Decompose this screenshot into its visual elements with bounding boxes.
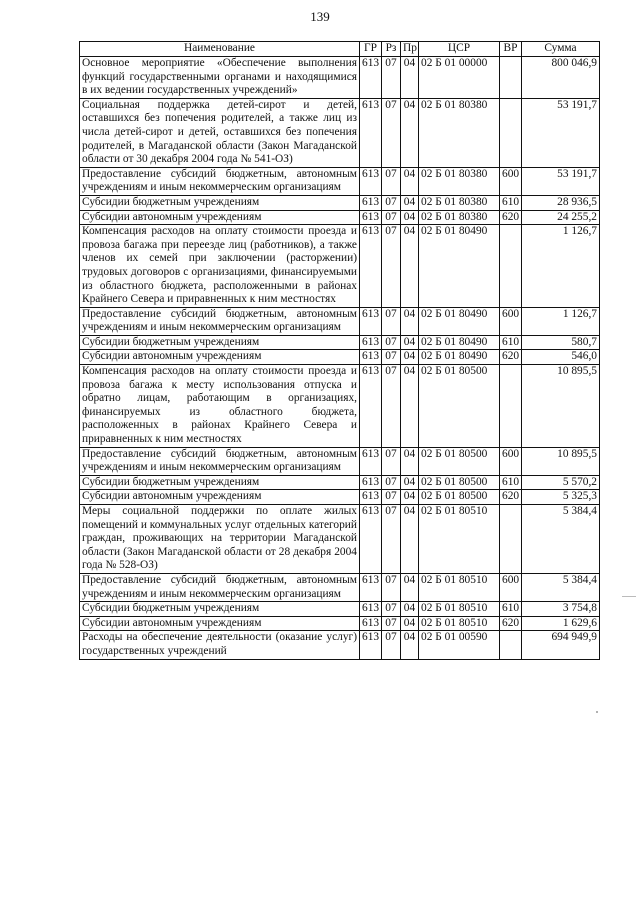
row-rz-cell: 07 — [382, 365, 401, 448]
row-sum-cell: 800 046,9 — [522, 57, 600, 99]
row-pr-cell: 04 — [401, 447, 419, 475]
row-sum-cell: 24 255,2 — [522, 210, 600, 225]
row-vr-cell — [500, 505, 522, 574]
table-row — [80, 365, 600, 448]
row-gr-cell: 613 — [360, 195, 382, 210]
row-rz-cell: 07 — [382, 447, 401, 475]
row-pr-cell: 04 — [401, 475, 419, 490]
row-vr-cell: 610 — [500, 195, 522, 210]
row-csr-cell: 02 Б 01 80380 — [419, 98, 500, 167]
table-row — [80, 505, 600, 574]
row-sum-cell: 546,0 — [522, 350, 600, 365]
row-vr-cell: 620 — [500, 616, 522, 631]
row-vr-cell — [500, 57, 522, 99]
row-rz-cell: 07 — [382, 573, 401, 601]
table-body — [80, 57, 600, 660]
row-vr-cell — [500, 98, 522, 167]
row-vr-cell: 620 — [500, 350, 522, 365]
row-rz-cell: 07 — [382, 616, 401, 631]
row-csr-cell: 02 Б 01 80490 — [419, 307, 500, 335]
row-gr-cell: 613 — [360, 573, 382, 601]
row-pr-cell: 04 — [401, 195, 419, 210]
row-rz-cell: 07 — [382, 57, 401, 99]
row-gr-cell: 613 — [360, 475, 382, 490]
row-vr-cell: 610 — [500, 602, 522, 617]
row-vr-cell — [500, 225, 522, 308]
column-header-sum: Сумма — [522, 42, 600, 57]
row-csr-cell: 02 Б 01 80510 — [419, 505, 500, 574]
row-name-cell: Субсидии автономным учреждениям — [80, 210, 360, 225]
table-header-row — [80, 42, 600, 57]
row-rz-cell: 07 — [382, 350, 401, 365]
row-name-cell: Субсидии бюджетным учреждениям — [80, 475, 360, 490]
table-row — [80, 57, 600, 99]
budget-table — [79, 41, 600, 660]
row-sum-cell: 5 325,3 — [522, 490, 600, 505]
row-sum-cell: 5 384,4 — [522, 573, 600, 601]
row-csr-cell: 02 Б 01 80490 — [419, 350, 500, 365]
column-header-pr: Пр — [401, 42, 419, 57]
row-rz-cell: 07 — [382, 602, 401, 617]
row-pr-cell: 04 — [401, 616, 419, 631]
row-csr-cell: 02 Б 01 80500 — [419, 365, 500, 448]
row-rz-cell: 07 — [382, 307, 401, 335]
table-row — [80, 616, 600, 631]
column-header-name: Наименование — [80, 42, 360, 57]
row-sum-cell: 1 126,7 — [522, 225, 600, 308]
row-vr-cell: 620 — [500, 490, 522, 505]
row-rz-cell: 07 — [382, 631, 401, 659]
row-sum-cell: 53 191,7 — [522, 98, 600, 167]
row-vr-cell — [500, 365, 522, 448]
row-gr-cell: 613 — [360, 167, 382, 195]
row-rz-cell: 07 — [382, 210, 401, 225]
row-name-cell: Социальная поддержка детей-сирот и детей, оставшихся без попечения родителей, а также лиц из числа детей-сирот и детей, оставшихся без попечения родителей, в Магаданской области (Закон Магаданской области от 30 декабря 2004 года № 541-ОЗ) — [80, 98, 360, 167]
row-name-cell: Компенсация расходов на оплату стоимости проезда и провоза багажа при переезде лиц (работников), а также членов их семей при заключении (расторжении) трудовых договоров с организациями, финансируемыми из областного бюджета, расположенными в районах Крайнего Севера и приравненных к ним местностях — [80, 225, 360, 308]
row-vr-cell: 600 — [500, 447, 522, 475]
row-csr-cell: 02 Б 01 00590 — [419, 631, 500, 659]
row-pr-cell: 04 — [401, 167, 419, 195]
table-row — [80, 573, 600, 601]
row-name-cell: Субсидии автономным учреждениям — [80, 616, 360, 631]
row-vr-cell: 610 — [500, 475, 522, 490]
row-sum-cell: 10 895,5 — [522, 447, 600, 475]
row-csr-cell: 02 Б 01 00000 — [419, 57, 500, 99]
table-row — [80, 307, 600, 335]
row-pr-cell: 04 — [401, 350, 419, 365]
row-pr-cell: 04 — [401, 505, 419, 574]
row-gr-cell: 613 — [360, 616, 382, 631]
row-csr-cell: 02 Б 01 80380 — [419, 167, 500, 195]
row-gr-cell: 613 — [360, 447, 382, 475]
table-row — [80, 631, 600, 659]
row-rz-cell: 07 — [382, 475, 401, 490]
row-pr-cell: 04 — [401, 98, 419, 167]
row-gr-cell: 613 — [360, 225, 382, 308]
row-csr-cell: 02 Б 01 80380 — [419, 195, 500, 210]
row-gr-cell: 613 — [360, 57, 382, 99]
row-gr-cell: 613 — [360, 210, 382, 225]
row-gr-cell: 613 — [360, 335, 382, 350]
row-pr-cell: 04 — [401, 631, 419, 659]
table-row — [80, 167, 600, 195]
row-gr-cell: 613 — [360, 602, 382, 617]
row-name-cell: Компенсация расходов на оплату стоимости проезда и провоза багажа к месту использования отпуска и обратно лицам, работающим в организациях, финансируемых из областного бюджета, расположенных в районах Крайнего Севера и приравненных к ним местностях — [80, 365, 360, 448]
row-rz-cell: 07 — [382, 335, 401, 350]
row-sum-cell: 580,7 — [522, 335, 600, 350]
row-name-cell: Предоставление субсидий бюджетным, автономным учреждениям и иным некоммерческим организациям — [80, 307, 360, 335]
table-row — [80, 490, 600, 505]
row-name-cell: Предоставление субсидий бюджетным, автономным учреждениям и иным некоммерческим организациям — [80, 167, 360, 195]
row-gr-cell: 613 — [360, 98, 382, 167]
row-name-cell: Субсидии бюджетным учреждениям — [80, 602, 360, 617]
row-pr-cell: 04 — [401, 57, 419, 99]
column-header-csr: ЦСР — [419, 42, 500, 57]
row-csr-cell: 02 Б 01 80500 — [419, 475, 500, 490]
row-sum-cell: 53 191,7 — [522, 167, 600, 195]
row-vr-cell: 600 — [500, 573, 522, 601]
row-sum-cell: 1 126,7 — [522, 307, 600, 335]
page-number: 139 — [310, 9, 330, 24]
row-pr-cell: 04 — [401, 573, 419, 601]
row-vr-cell: 600 — [500, 167, 522, 195]
row-pr-cell: 04 — [401, 307, 419, 335]
row-vr-cell — [500, 631, 522, 659]
row-sum-cell: 28 936,5 — [522, 195, 600, 210]
row-name-cell: Расходы на обеспечение деятельности (оказание услуг) государственных учреждений — [80, 631, 360, 659]
row-rz-cell: 07 — [382, 167, 401, 195]
table-row — [80, 98, 600, 167]
row-rz-cell: 07 — [382, 505, 401, 574]
row-csr-cell: 02 Б 01 80500 — [419, 490, 500, 505]
row-sum-cell: 3 754,8 — [522, 602, 600, 617]
row-rz-cell: 07 — [382, 98, 401, 167]
row-csr-cell: 02 Б 01 80500 — [419, 447, 500, 475]
column-header-vr: ВР — [500, 42, 522, 57]
table-row — [80, 335, 600, 350]
scan-dot — [596, 711, 598, 713]
row-vr-cell: 600 — [500, 307, 522, 335]
row-name-cell: Меры социальной поддержки по оплате жилых помещений и коммунальных услуг отдельных категорий граждан, проживающих на территории Магаданской области (Закон Магаданской области от 28 декабря 2004 года № 528-ОЗ) — [80, 505, 360, 574]
row-vr-cell: 620 — [500, 210, 522, 225]
table-row — [80, 225, 600, 308]
row-pr-cell: 04 — [401, 365, 419, 448]
row-gr-cell: 613 — [360, 631, 382, 659]
table-row — [80, 210, 600, 225]
row-rz-cell: 07 — [382, 225, 401, 308]
scan-mark — [622, 596, 636, 597]
row-csr-cell: 02 Б 01 80510 — [419, 616, 500, 631]
row-name-cell: Субсидии автономным учреждениям — [80, 490, 360, 505]
row-vr-cell: 610 — [500, 335, 522, 350]
row-rz-cell: 07 — [382, 195, 401, 210]
row-pr-cell: 04 — [401, 210, 419, 225]
row-sum-cell: 5 570,2 — [522, 475, 600, 490]
row-rz-cell: 07 — [382, 490, 401, 505]
table-row — [80, 447, 600, 475]
row-name-cell: Субсидии бюджетным учреждениям — [80, 195, 360, 210]
row-gr-cell: 613 — [360, 365, 382, 448]
column-header-rz: Рз — [382, 42, 401, 57]
table-row — [80, 350, 600, 365]
row-name-cell: Субсидии бюджетным учреждениям — [80, 335, 360, 350]
column-header-gr: ГР — [360, 42, 382, 57]
row-pr-cell: 04 — [401, 602, 419, 617]
table-row — [80, 195, 600, 210]
row-csr-cell: 02 Б 01 80510 — [419, 573, 500, 601]
row-sum-cell: 10 895,5 — [522, 365, 600, 448]
row-sum-cell: 5 384,4 — [522, 505, 600, 574]
row-gr-cell: 613 — [360, 307, 382, 335]
row-pr-cell: 04 — [401, 225, 419, 308]
row-gr-cell: 613 — [360, 350, 382, 365]
table-row — [80, 475, 600, 490]
row-csr-cell: 02 Б 01 80490 — [419, 225, 500, 308]
row-csr-cell: 02 Б 01 80490 — [419, 335, 500, 350]
row-gr-cell: 613 — [360, 505, 382, 574]
row-name-cell: Предоставление субсидий бюджетным, автономным учреждениям и иным некоммерческим организациям — [80, 573, 360, 601]
row-pr-cell: 04 — [401, 335, 419, 350]
row-name-cell: Предоставление субсидий бюджетным, автономным учреждениям и иным некоммерческим организациям — [80, 447, 360, 475]
row-csr-cell: 02 Б 01 80510 — [419, 602, 500, 617]
row-name-cell: Основное мероприятие «Обеспечение выполнения функций государственными органами и находящимися в их ведении государственных учреждений» — [80, 57, 360, 99]
row-gr-cell: 613 — [360, 490, 382, 505]
row-name-cell: Субсидии автономным учреждениям — [80, 350, 360, 365]
row-sum-cell: 1 629,6 — [522, 616, 600, 631]
row-pr-cell: 04 — [401, 490, 419, 505]
row-sum-cell: 694 949,9 — [522, 631, 600, 659]
table-row — [80, 602, 600, 617]
row-csr-cell: 02 Б 01 80380 — [419, 210, 500, 225]
